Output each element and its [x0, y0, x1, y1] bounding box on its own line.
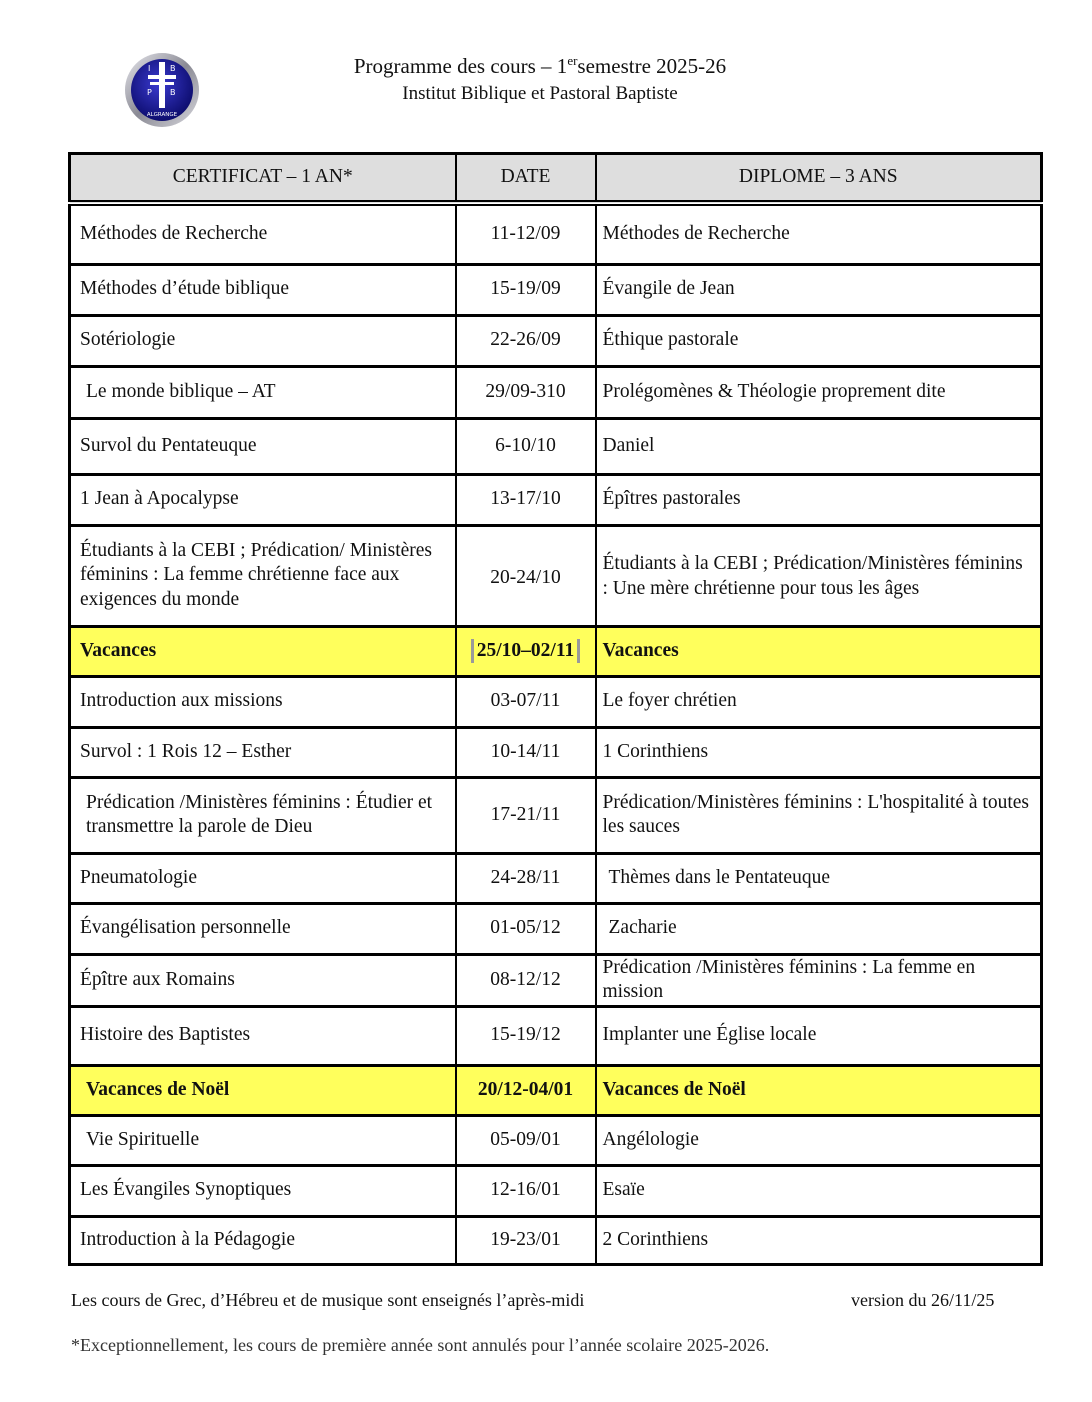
page-subtitle: Institut Biblique et Pastoral Baptiste: [402, 83, 678, 104]
table-row: [70, 203, 1042, 264]
certificat-course-cell: Survol du Pentateuque: [70, 418, 456, 474]
column-header-certificat: CERTIFICAT – 1 AN*: [70, 154, 456, 204]
certificat-course-cell: Vie Spirituelle: [70, 1115, 456, 1165]
date-cell: 20/12-04/01: [456, 1065, 596, 1115]
date-cell: 11-12/09: [456, 203, 596, 264]
date-cell: 08-12/12: [456, 954, 596, 1006]
certificat-course-cell: Prédication /Ministères féminins : Étudier et transmettre la parole de Dieu: [70, 777, 456, 853]
certificat-course-cell: Vacances: [70, 626, 456, 676]
certificat-course-cell: Vacances de Noël: [70, 1065, 456, 1115]
certificat-course-cell: 1 Jean à Apocalypse: [70, 474, 456, 525]
date-cell: 22-26/09: [456, 315, 596, 366]
diplome-course-cell: Épîtres pastorales: [596, 474, 1042, 525]
diplome-course-cell: Daniel: [596, 418, 1042, 474]
table-row: [70, 954, 1042, 1006]
date-cell: 19-23/01: [456, 1216, 596, 1264]
table-row: [70, 1216, 1042, 1264]
date-cell: 6-10/10: [456, 418, 596, 474]
date-cell: 13-17/10: [456, 474, 596, 525]
date-cell: 15-19/12: [456, 1006, 596, 1065]
logo-letter: I: [148, 64, 151, 73]
date-cell: 15-19/09: [456, 264, 596, 315]
table-row: [70, 474, 1042, 525]
diplome-course-cell: Le foyer chrétien: [596, 676, 1042, 727]
date-cell: 05-09/01: [456, 1115, 596, 1165]
table-row: [70, 1115, 1042, 1165]
diplome-course-cell: Prolégomènes & Théologie proprement dite: [596, 366, 1042, 418]
date-cell: 29/09-310: [456, 366, 596, 418]
diplome-course-cell: Éthique pastorale: [596, 315, 1042, 366]
table-row: [70, 727, 1042, 777]
diplome-course-cell: Étudiants à la CEBI ; Prédication/Ministères féminins : Une mère chrétienne pour tous les âges: [596, 525, 1042, 626]
diplome-course-cell: Vacances de Noël: [596, 1065, 1042, 1115]
certificat-course-cell: Introduction à la Pédagogie: [70, 1216, 456, 1264]
date-cell: 17-21/11: [456, 777, 596, 853]
page-title: Programme des cours – 1ersemestre 2025-26: [353, 53, 727, 78]
diplome-course-cell: Évangile de Jean: [596, 264, 1042, 315]
footnote: *Exceptionnellement, les cours de première année sont annulés pour l’année scolaire 2025-2026.: [71, 1335, 770, 1355]
certificat-course-cell: Survol : 1 Rois 12 – Esther: [70, 727, 456, 777]
table-row: [70, 903, 1042, 954]
table-header-row: [70, 154, 1042, 204]
certificat-course-cell: Pneumatologie: [70, 853, 456, 903]
diplome-course-cell: Prédication/Ministères féminins : L'hospitalité à toutes les sauces: [596, 777, 1042, 853]
certificat-course-cell: Méthodes de Recherche: [70, 203, 456, 264]
date-cell: 20-24/10: [456, 525, 596, 626]
diplome-course-cell: Implanter une Église locale: [596, 1006, 1042, 1065]
certificat-course-cell: Sotériologie: [70, 315, 456, 366]
date-cell: 24-28/11: [456, 853, 596, 903]
logo-letter: P: [147, 88, 152, 97]
date-cell: 01-05/12: [456, 903, 596, 954]
holiday-row: [70, 1065, 1042, 1115]
table-row: [70, 676, 1042, 727]
date-cell: 12-16/01: [456, 1165, 596, 1216]
certificat-course-cell: Évangélisation personnelle: [70, 903, 456, 954]
table-row: [70, 853, 1042, 903]
certificat-course-cell: Méthodes d’étude biblique: [70, 264, 456, 315]
diplome-course-cell: Prédication /Ministères féminins : La femme en mission: [596, 954, 1042, 1006]
diplome-course-cell: Méthodes de Recherche: [596, 203, 1042, 264]
diplome-course-cell: Vacances: [596, 626, 1042, 676]
date-cell: [456, 626, 596, 676]
certificat-course-cell: Épître aux Romains: [70, 954, 456, 1006]
date-value: 25/10–02/11: [471, 639, 581, 664]
column-header-date: DATE: [456, 154, 596, 204]
table-row: [70, 315, 1042, 366]
diplome-course-cell: Zacharie: [596, 903, 1042, 954]
certificat-course-cell: Introduction aux missions: [70, 676, 456, 727]
holiday-row: [70, 626, 1042, 676]
date-cell: 10-14/11: [456, 727, 596, 777]
date-cell: 03-07/11: [456, 676, 596, 727]
afternoon-courses-note: Les cours de Grec, d’Hébreu et de musique sont enseignés l’après-midi: [71, 1290, 585, 1310]
table-row: [70, 1006, 1042, 1065]
column-header-diplome: DIPLOME – 3 ANS: [596, 154, 1042, 204]
diplome-course-cell: Esaïe: [596, 1165, 1042, 1216]
certificat-course-cell: Le monde biblique – AT: [70, 366, 456, 418]
certificat-course-cell: Étudiants à la CEBI ; Prédication/ Ministères féminins : La femme chrétienne face aux exigences du monde: [70, 525, 456, 626]
diplome-course-cell: 2 Corinthiens: [596, 1216, 1042, 1264]
diplome-course-cell: Angélologie: [596, 1115, 1042, 1165]
document-header: [300, 52, 780, 108]
table-row: [70, 264, 1042, 315]
table-row: [70, 1165, 1042, 1216]
table-row: [70, 418, 1042, 474]
institute-logo: [124, 52, 200, 128]
certificat-course-cell: Les Évangiles Synoptiques: [70, 1165, 456, 1216]
version-label: version du 26/11/25: [851, 1290, 995, 1310]
table-row: [70, 366, 1042, 418]
logo-letter: B: [170, 88, 176, 97]
logo-ring-text: ALGRANGE: [146, 112, 178, 118]
certificat-course-cell: Histoire des Baptistes: [70, 1006, 456, 1065]
course-schedule-table: [68, 152, 1043, 1266]
diplome-course-cell: Thèmes dans le Pentateuque: [596, 853, 1042, 903]
diplome-course-cell: 1 Corinthiens: [596, 727, 1042, 777]
table-row: [70, 525, 1042, 626]
logo-letter: B: [170, 64, 176, 73]
table-row: [70, 777, 1042, 853]
